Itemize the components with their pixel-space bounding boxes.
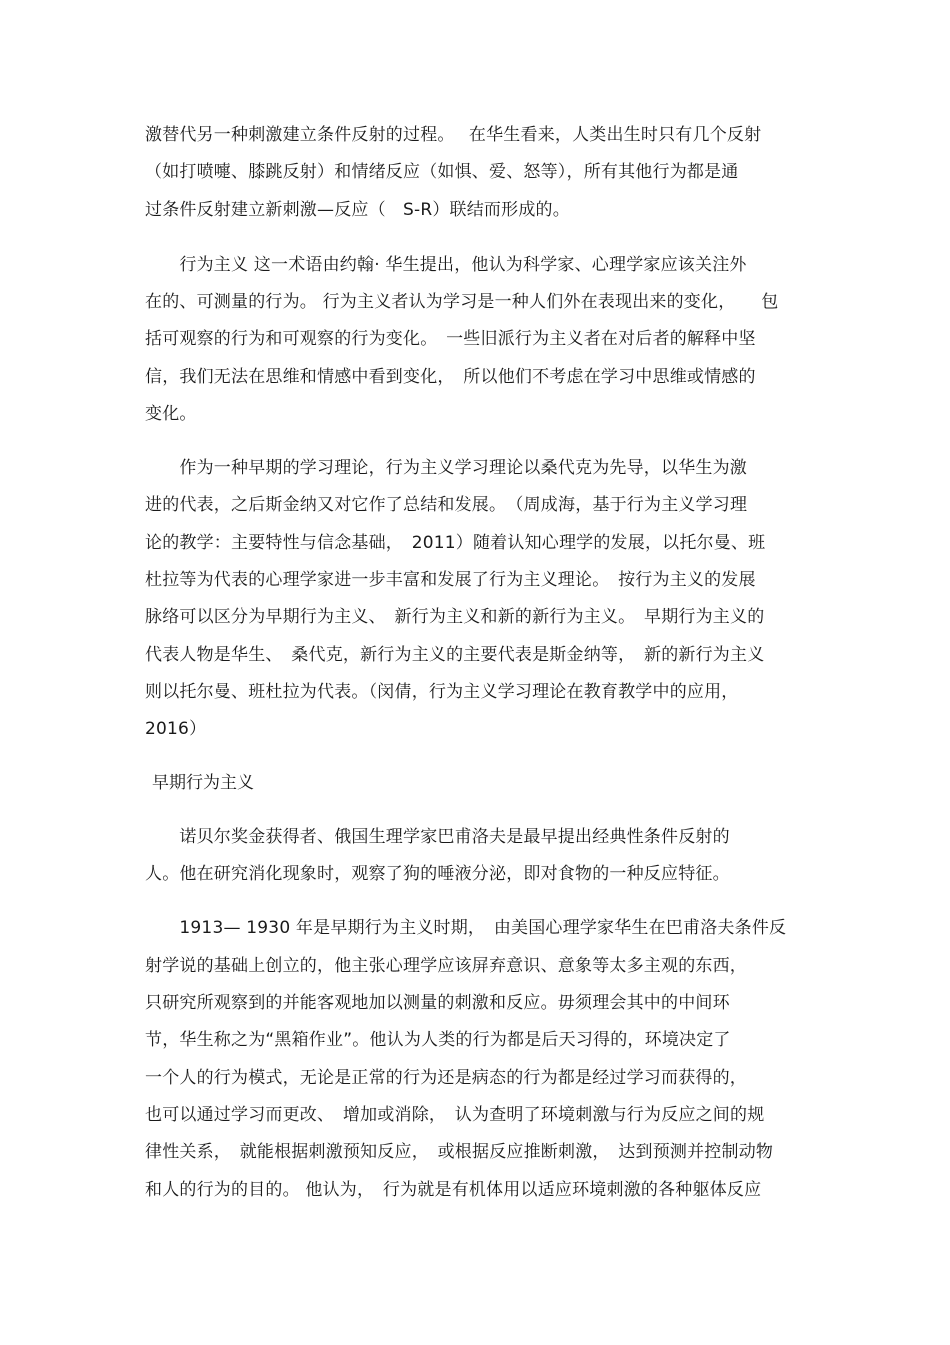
text-line: 射学说的基础上创立的，他主张心理学应该屏弃意识、意象等太多主观的东西，: [145, 956, 747, 976]
text-line: 律性关系， 就能根据刺激预知反应， 或根据反应推断刺激， 达到预测并控制动物: [145, 1142, 774, 1162]
text-line: 人。他在研究消化现象时，观察了狗的唾液分泌，即对食物的一种反应特征。: [145, 864, 730, 884]
text-line: 1913— 1930 年是早期行为主义时期， 由美国心理学家华生在巴甫洛夫条件反: [145, 918, 787, 938]
section-heading: 早期行为主义: [152, 773, 254, 793]
text-line: 作为一种早期的学习理论，行为主义学习理论以桑代克为先导，以华生为激: [145, 458, 747, 478]
text-line: 过条件反射建立新刺激—反应（ S-R）联结而形成的。: [145, 200, 570, 220]
text-line: 括可观察的行为和可观察的行为变化。 一些旧派行为主义者在对后者的解释中坚: [145, 329, 756, 349]
text-line: 节，华生称之为“黑箱作业”。他认为人类的行为都是后天习得的，环境决定了: [145, 1030, 731, 1050]
text-line: 杜拉等为代表的心理学家进一步丰富和发展了行为主义理论。 按行为主义的发展: [145, 570, 756, 590]
text-line: 变化。: [145, 404, 197, 424]
text-line: 脉络可以区分为早期行为主义、 新行为主义和新的新行为主义。 早期行为主义的: [145, 607, 765, 627]
text-line: 则以托尔曼、班杜拉为代表。（闵倩，行为主义学习理论在教育教学中的应用，: [145, 682, 739, 702]
text-line: 论的教学：主要特性与信念基础， 2011）随着认知心理学的发展，以托尔曼、班: [145, 533, 766, 553]
text-line: 代表人物是华生、 桑代克，新行为主义的主要代表是斯金纳等， 新的新行为主义: [145, 645, 765, 665]
text-line: 和人的行为的目的。 他认为， 行为就是有机体用以适应环境刺激的各种躯体反应: [145, 1180, 762, 1200]
text-line: 只研究所观察到的并能客观地加以测量的刺激和反应。毋须理会其中的中间环: [145, 993, 730, 1013]
text-line: 信，我们无法在思维和情感中看到变化， 所以他们不考虑在学习中思维或情感的: [145, 367, 756, 387]
text-line: 也可以通过学习而更改、 增加或消除， 认为查明了环境刺激与行为反应之间的规: [145, 1105, 765, 1125]
text-line: 诺贝尔奖金获得者、俄国生理学家巴甫洛夫是最早提出经典性条件反射的: [145, 827, 730, 847]
text-line: （如打喷嚏、膝跳反射）和情绪反应（如惧、爱、怒等），所有其他行为都是通: [145, 162, 739, 182]
text-line: 激替代另一种刺激建立条件反射的过程。 在华生看来，人类出生时只有几个反射: [145, 125, 762, 145]
text-line: 2016）: [145, 719, 207, 739]
text-line: 进的代表，之后斯金纳又对它作了总结和发展。 （周成海，基于行为主义学习理: [145, 495, 748, 515]
text-line: 在的、可测量的行为。 行为主义者认为学习是一种人们外在表现出来的变化， 包: [145, 292, 779, 312]
text-line: 行为主义 这一术语由约翰· 华生提出，他认为科学家、心理学家应该关注外: [145, 255, 747, 275]
text-line: 一个人的行为模式，无论是正常的行为还是病态的行为都是经过学习而获得的，: [145, 1068, 747, 1088]
